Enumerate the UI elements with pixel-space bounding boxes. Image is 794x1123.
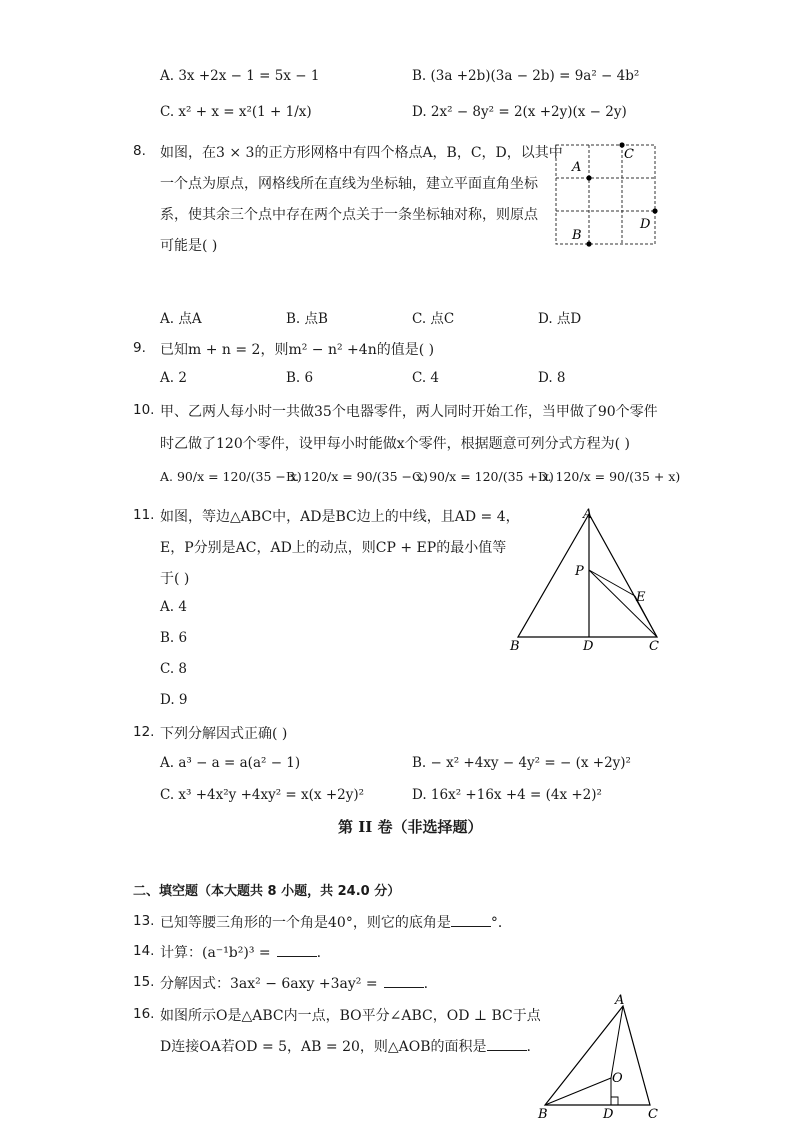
q16-line-2 (160, 1036, 531, 1056)
q16-label-o: O (612, 1071, 623, 1086)
q11-label-b: B (510, 639, 520, 654)
q16-text: D连接OA若OD = 5，AB = 20，则△AOB的面积是 (160, 1039, 487, 1055)
q10-line-1: 甲、乙两人每小时一共做35个电器零件，两人同时开始工作，当甲做了90个零件 (160, 404, 658, 420)
q11-label-p: P (575, 564, 584, 579)
section2-heading: 二、填空题（本大题共 8 小题，共 24.0 分） (133, 884, 401, 899)
q15-number: 15. (133, 974, 155, 990)
q9-option-c: C. 4 (412, 370, 440, 386)
q8-option-a: A. 点A (160, 311, 202, 327)
part2-title: 第 II 卷（非选择题） (338, 818, 483, 836)
q11-triangle-figure (505, 504, 670, 656)
q14-tail: . (316, 945, 322, 961)
q16-number: 16. (133, 1006, 155, 1022)
q16-label-b: B (538, 1107, 548, 1120)
q11-label-e: E (636, 590, 646, 605)
q16-line-1: 如图所示O是△ABC内一点，BO平分∠ABC，OD ⊥ BC于点 (160, 1008, 541, 1024)
q14-text: 计算：(a⁻¹b²)³ = (160, 945, 271, 961)
q11-option-b: B. 6 (160, 630, 188, 646)
q15-line (160, 973, 428, 993)
q8-option-c: C. 点C (412, 311, 455, 327)
q10-number: 10. (133, 402, 155, 418)
q8-label-d: D (640, 217, 651, 232)
q11-option-c: C. 8 (160, 661, 188, 677)
q11-line-3: 于( ) (160, 571, 190, 587)
q12-option-c: C. x³ +4x²y +4xy² = x(x +2y)² (160, 787, 365, 803)
q8-label-c: C (624, 147, 634, 162)
q11-label-a: A (583, 507, 593, 522)
q7-option-c: C. x² + x = x²(1 + 1/x) (160, 104, 312, 120)
q10-option-a: A. 90/x = 120/(35 − x) (160, 469, 302, 484)
q16-tail: . (526, 1039, 531, 1055)
q8-grid-figure (550, 138, 662, 250)
q13-tail: °． (490, 915, 512, 931)
q8-option-b: B. 点B (286, 311, 328, 327)
q14-number: 14. (133, 943, 155, 959)
q11-label-c: C (649, 639, 659, 654)
q7-option-d: D. 2x² − 8y² = 2(x +2y)(x − 2y) (412, 104, 627, 120)
q13-number: 13. (133, 913, 155, 929)
q16-triangle-figure (535, 992, 665, 1120)
q12-option-d: D. 16x² +16x +4 = (4x +2)² (412, 787, 602, 803)
q7-option-a: A. 3x +2x − 1 = 5x − 1 (160, 68, 320, 84)
q11-option-d: D. 9 (160, 692, 188, 708)
q15-blank[interactable] (384, 975, 424, 988)
q12-number: 12. (133, 724, 155, 740)
q9-number: 9. (133, 340, 146, 356)
q14-blank[interactable] (277, 944, 317, 957)
q11-option-a: A. 4 (160, 599, 187, 615)
q13-blank[interactable] (451, 914, 491, 927)
q16-label-d: D (603, 1107, 614, 1120)
q12-option-b: B. − x² +4xy − 4y² = − (x +2y)² (412, 755, 631, 771)
q8-label-b: B (572, 228, 582, 243)
q13-line (160, 912, 512, 932)
q12-text: 下列分解因式正确( ) (160, 726, 288, 742)
q8-point-d (652, 208, 657, 213)
q7-option-b: B. (3a +2b)(3a − 2b) = 9a² − 4b² (412, 68, 640, 84)
q8-line-1: 如图，在3 × 3的正方形网格中有四个格点A，B，C，D，以其中 (160, 145, 563, 161)
q13-text: 已知等腰三角形的一个角是40°，则它的底角是 (160, 915, 451, 931)
q9-text: 已知m + n = 2，则m² − n² +4n的值是( ) (160, 342, 435, 358)
q15-text: 分解因式：3ax² − 6axy +3ay² = (160, 976, 378, 992)
q8-option-d: D. 点D (538, 311, 582, 327)
q11-label-d: D (583, 639, 594, 654)
q8-number: 8. (133, 143, 146, 159)
q9-option-b: B. 6 (286, 370, 314, 386)
q8-point-a (586, 175, 591, 180)
q12-option-a: A. a³ − a = a(a² − 1) (160, 755, 301, 771)
q16-blank[interactable] (487, 1038, 527, 1051)
q8-line-2: 一个点为原点，网格线所在直线为坐标轴，建立平面直角坐标 (160, 176, 538, 192)
q16-label-c: C (648, 1107, 658, 1120)
q16-label-a: A (615, 993, 625, 1008)
q8-line-4: 可能是( ) (160, 238, 218, 254)
q8-point-b (586, 241, 591, 246)
q11-line-1: 如图，等边△ABC中，AD是BC边上的中线，且AD = 4， (160, 509, 520, 525)
q10-option-d: D. 120/x = 90/(35 + x) (538, 469, 681, 484)
q9-option-d: D. 8 (538, 370, 566, 386)
q9-option-a: A. 2 (160, 370, 187, 386)
q10-option-c: C. 90/x = 120/(35 + x) (412, 469, 554, 484)
q8-label-a: A (572, 160, 582, 175)
q11-number: 11. (133, 507, 155, 523)
q8-line-3: 系，使其余三个点中存在两个点关于一条坐标轴对称，则原点 (160, 207, 538, 223)
q14-line (160, 942, 321, 962)
q11-line-2: E，P分别是AC，AD上的动点，则CP + EP的最小值等 (160, 540, 507, 556)
q10-line-2: 时乙做了120个零件，设甲每小时能做x个零件，根据题意可列分式方程为( ) (160, 436, 630, 452)
q15-tail: . (423, 976, 429, 992)
q10-option-b: B. 120/x = 90/(35 − x) (286, 469, 428, 484)
